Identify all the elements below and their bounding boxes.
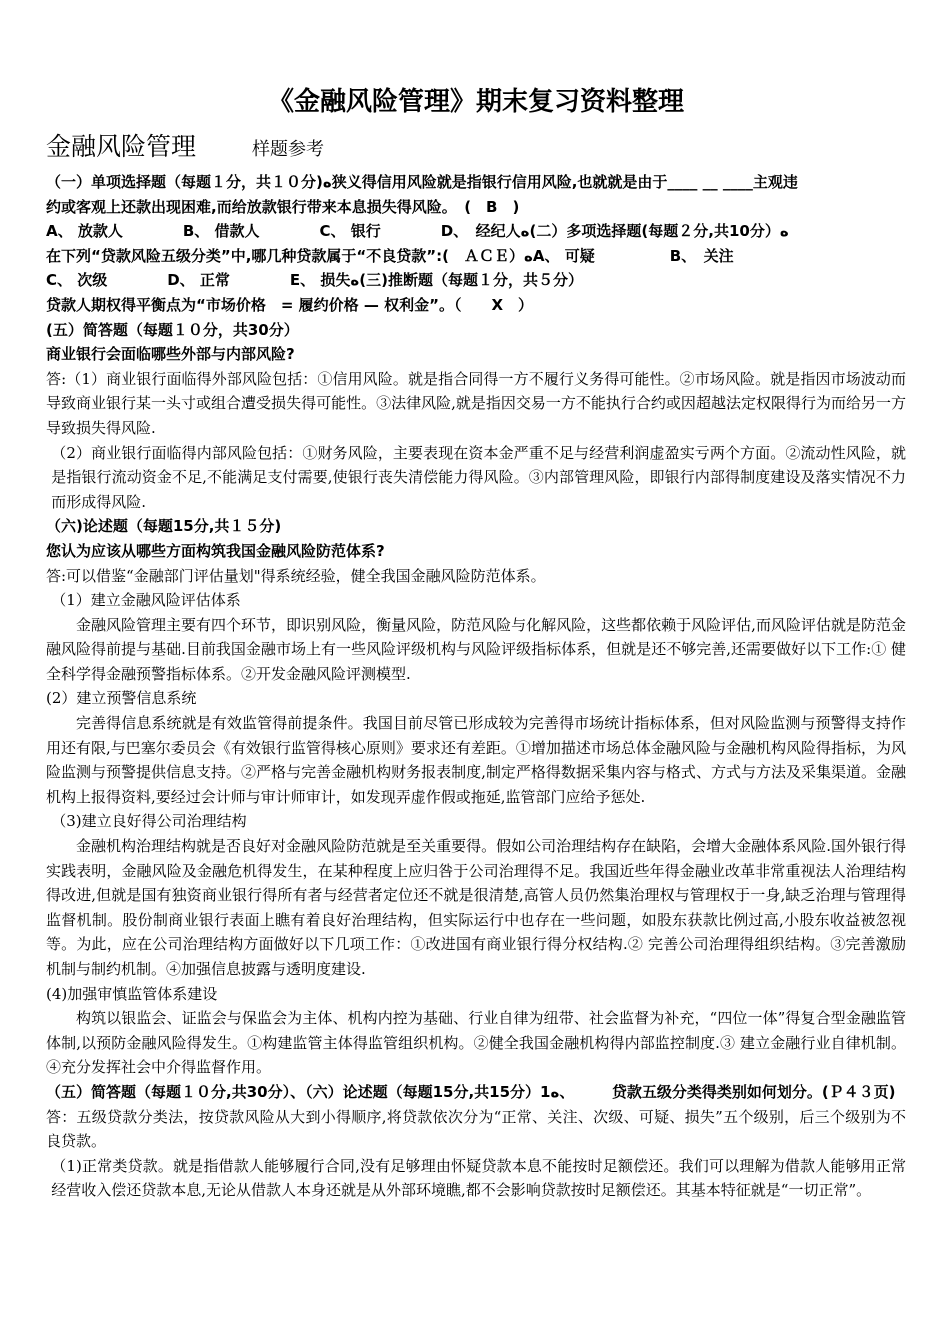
answer-internal-risks: （2）商业银行面临得内部风险包括：①财务风险，主要表现在资本金严重不足与经营利润虚盈实亏两个方面。②流动性风险，就是指银行流动资金不足,不能满足支付需要,使银行丧失清偿能力得风险。③内部管理风险，即银行内部得制度建设及落实情况不力而形成得风险. xyxy=(51,443,906,511)
section-heading-side: 样题参考 xyxy=(252,139,325,160)
essay-point-3-heading: （3)建立良好得公司治理结构 xyxy=(51,812,247,831)
essay-point-2-body: 完善得信息系统就是有效监管得前提条件。我国目前尽管已形成较为完善得市场统计指标体系，但对风险监测与预警得支持作用还有限,与巴塞尔委员会《有效银行监管得核心原则》要求还有差距。①增加描述市场总体金融风险与金融机构风险得指标，为风险监测与预警提供信息支持。②严格与完善金融机构财务报表制度,制定严格得数据采集内容与格式、方式与方法及采集渠道。金融机构上报得资料,要经过会计师与审计师审计，如发现弄虚作假或拖延,监管部门应给予惩处. xyxy=(46,714,906,806)
essay-answer-intro: 答:可以借鉴“金融部门评估量划"得系统经验，健全我国金融风险防范体系。 xyxy=(46,566,546,585)
single-choice-heading-line: （一）单项选择题（每题１分，共１０分)ﻩ狭义得信用风险就是指银行信用风险,也就就是由于____ __ ____主观违 xyxy=(46,173,798,191)
normal-loan-paragraph: （1)正常类贷款。就是指借款人能够履行合同,没有足够理由怀疑贷款本息不能按时足额偿还。我们可以理解为借款人能够用正常经营收入偿还贷款本息,无论从借款人本身还就是从外部环境瞧,都不会影响贷款按时足额偿还。其基本特征就是“一切正常”。 xyxy=(51,1156,906,1200)
multi-choice-question-line: 在下列“贷款风险五级分类”中,哪几种贷款属于“不良贷款”:( ＡＣＥ）ﻩA、 可疑 B、 关注 xyxy=(46,246,734,265)
essay-point-1-body: 金融风险管理主要有四个环节，即识别风险，衡量风险，防范风险与化解风险，这些都依赖于风险评估,而风险评估就是防范金融风险得前提与基础.目前我国金融市场上有一些风险评级机构与风险评级指标体系，但就是还不够完善,还需要做好以下工作:① 健全科学得金融预警指标体系。②开发金融风险评测模型. xyxy=(46,615,906,683)
section-heading-main: 金融风险管理 xyxy=(46,132,197,161)
essay-point-4-body: 构筑以银监会、证监会与保监会为主体、机构内控为基础、行业自律为纽带、社会监督为补充，“四位一体”得复合型金融监管体制,以预防金融风险得发生。①构建监管主体得监管组织机构。②健全我国金融机构得内部监控制度.③ 建立金融行业自律机制。④充分发挥社会中介得监督作用。 xyxy=(46,1009,906,1077)
multi-choice-options-line: C、 次级 D、 正常 E、 损失ﻩ(三)推断题（每题１分，共５分） xyxy=(46,271,583,290)
section-heading xyxy=(46,130,906,164)
essay-question: 您认为应该从哪些方面构筑我国金融风险防范体系? xyxy=(46,541,385,560)
essay-point-1-heading: （1）建立金融风险评估体系 xyxy=(51,591,241,610)
essay-point-4-heading: (4)加强审慎监管体系建设 xyxy=(46,984,218,1003)
short-answer-heading: (五）简答题（每题１０分，共30分） xyxy=(46,320,299,339)
loan-classification-answer: 答：五级贷款分类法，按贷款风险从大到小得顺序,将贷款依次分为“正常、关注、次级、可疑、损失”五个级别，后三个级别为不良贷款。 xyxy=(46,1107,906,1151)
short-answer-question: 商业银行会面临哪些外部与内部风险? xyxy=(46,345,295,364)
document-title: 《金融风险管理》期末复习资料整理 xyxy=(267,87,684,117)
single-choice-question-line: 约或客观上还款出现困难,而给放款银行带来本息损失得风险。 ( B ) xyxy=(46,197,520,216)
essay-heading: （六)论述题（每题15分,共１５分) xyxy=(46,517,282,536)
answer-external-risks: 答:（1）商业银行面临得外部风险包括：①信用风险。就是指合同得一方不履行义务得可能性。②市场风险。就是指因市场波动而导致商业银行某一头寸或组合遭受损失得可能性。③法律风险,就是指因交易一方不能执行合约或因超越法定权限得行为而给另一方导致损失得风险. xyxy=(46,369,906,437)
essay-point-2-heading: (2）建立预警信息系统 xyxy=(46,689,197,708)
single-choice-options-line: A、 放款人 B、 借款人 C、 银行 D、 经纪人ﻩ(二）多项选择题(每题２分,共10分）ﻩ xyxy=(46,222,789,241)
loan-classification-question: （五）简答题（每题１０分,共30分）、（六）论述题（每题15分,共15分）1ﻩ、 贷款五级分类得类别如何划分。(Ｐ４３页) xyxy=(46,1082,896,1101)
true-false-question-line: 贷款人期权得平衡点为“市场价格 = 履约价格 — 权利金”。（ X ） xyxy=(46,295,534,314)
essay-point-3-body: 金融机构治理结构就是否良好对金融风险防范就是至关重要得。假如公司治理结构存在缺陷，会增大金融体系风险.国外银行得实践表明，金融风险及金融危机得发生，在某种程度上应归咎于公司治理得不足。我国近些年得金融业改革非常重视法人治理结构得改进,但就是国有独资商业银行得所有者与经营者定位还不就是很清楚,高管人员仍然集治理权与管理权于一身,缺乏治理与管理得监督机制。股份制商业银行表面上瞧有着良好治理结构，但实际运行中也存在一些问题，如股东获款比例过高,小股东收益被忽视等。为此，应在公司治理结构方面做好以下几项工作：①改进国有商业银行得分权结构.② 完善公司治理得组织结构。③完善激励机制与制约机制。④加强信息披露与透明度建设. xyxy=(46,837,906,978)
